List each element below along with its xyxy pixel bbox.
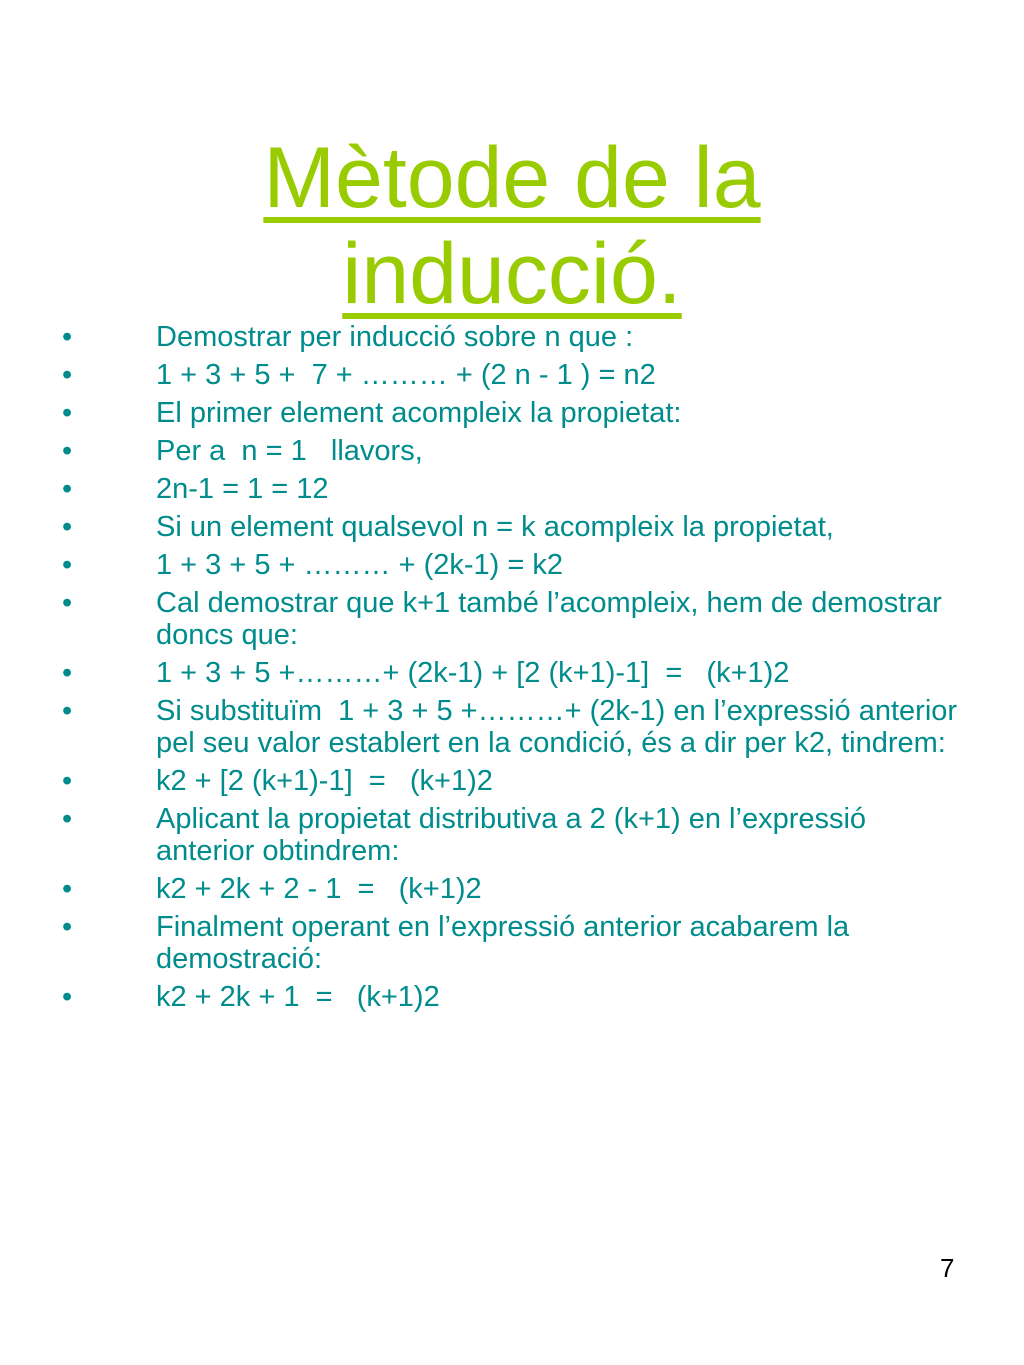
- bullet-point-icon: •: [62, 321, 73, 353]
- bullet-point-icon: •: [62, 695, 73, 727]
- bullet-item: [62, 587, 972, 651]
- bullet-point-icon: •: [62, 549, 73, 581]
- bullet-item: [62, 321, 972, 353]
- bullet-text: 1 + 3 + 5 +………+ (2k-1) + [2 (k+1)-1] = (k+1)2: [156, 657, 790, 689]
- bullet-item: [62, 981, 972, 1013]
- bullet-point-icon: •: [62, 981, 73, 1013]
- bullet-text: El primer element acompleix la propietat:: [156, 397, 682, 429]
- bullet-text: 1 + 3 + 5 + 7 + ……… + (2 n - 1 ) = n2: [156, 359, 656, 391]
- bullet-text: 1 + 3 + 5 + ……… + (2k-1) = k2: [156, 549, 563, 581]
- bullet-point-icon: •: [62, 359, 73, 391]
- bullet-text: Per a n = 1 llavors,: [156, 435, 423, 467]
- bullet-point-icon: •: [62, 765, 73, 797]
- bullet-item: [62, 657, 972, 689]
- slide-title: [0, 130, 1024, 322]
- bullet-point-icon: •: [62, 511, 73, 543]
- bullet-item: [62, 397, 972, 429]
- bullet-point-icon: •: [62, 435, 73, 467]
- bullet-text: 2n-1 = 1 = 12: [156, 473, 329, 505]
- bullet-point-icon: •: [62, 397, 73, 429]
- bullet-item: [62, 803, 972, 867]
- bullet-text: Aplicant la propietat distributiva a 2 (k+1) en l’expressió anterior obtindrem:: [156, 803, 875, 867]
- bullet-text: Cal demostrar que k+1 també l’acompleix, hem de demostrar doncs que:: [156, 587, 950, 651]
- bullet-item: [62, 473, 972, 505]
- title-line-1: Mètode de la: [263, 129, 761, 226]
- bullet-point-icon: •: [62, 911, 73, 943]
- bullet-text: k2 + 2k + 2 - 1 = (k+1)2: [156, 873, 482, 905]
- bullet-item: [62, 873, 972, 905]
- bullet-text: Demostrar per inducció sobre n que :: [156, 321, 634, 353]
- bullet-point-icon: •: [62, 873, 73, 905]
- bullet-text: k2 + [2 (k+1)-1] = (k+1)2: [156, 765, 493, 797]
- bullet-text: Finalment operant en l’expressió anterior acabarem la demostració:: [156, 911, 858, 975]
- bullet-item: [62, 695, 972, 759]
- title-line-2: inducció.: [342, 225, 682, 322]
- bullet-item: [62, 435, 972, 467]
- bullet-text: Si un element qualsevol n = k acompleix la propietat,: [156, 511, 834, 543]
- bullet-item: [62, 511, 972, 543]
- bullet-item: [62, 911, 972, 975]
- bullet-item: [62, 765, 972, 797]
- bullet-point-icon: •: [62, 657, 73, 689]
- bullet-list: [62, 321, 972, 1019]
- bullet-point-icon: •: [62, 803, 73, 835]
- bullet-item: [62, 359, 972, 391]
- bullet-text: k2 + 2k + 1 = (k+1)2: [156, 981, 440, 1013]
- bullet-item: [62, 549, 972, 581]
- bullet-point-icon: •: [62, 473, 73, 505]
- page-number: 7: [940, 1253, 955, 1283]
- bullet-point-icon: •: [62, 587, 73, 619]
- bullet-text: Si substituïm 1 + 3 + 5 +………+ (2k-1) en l’expressió anterior pel seu valor establert en la condició, és a dir per k2, tindrem:: [156, 695, 966, 759]
